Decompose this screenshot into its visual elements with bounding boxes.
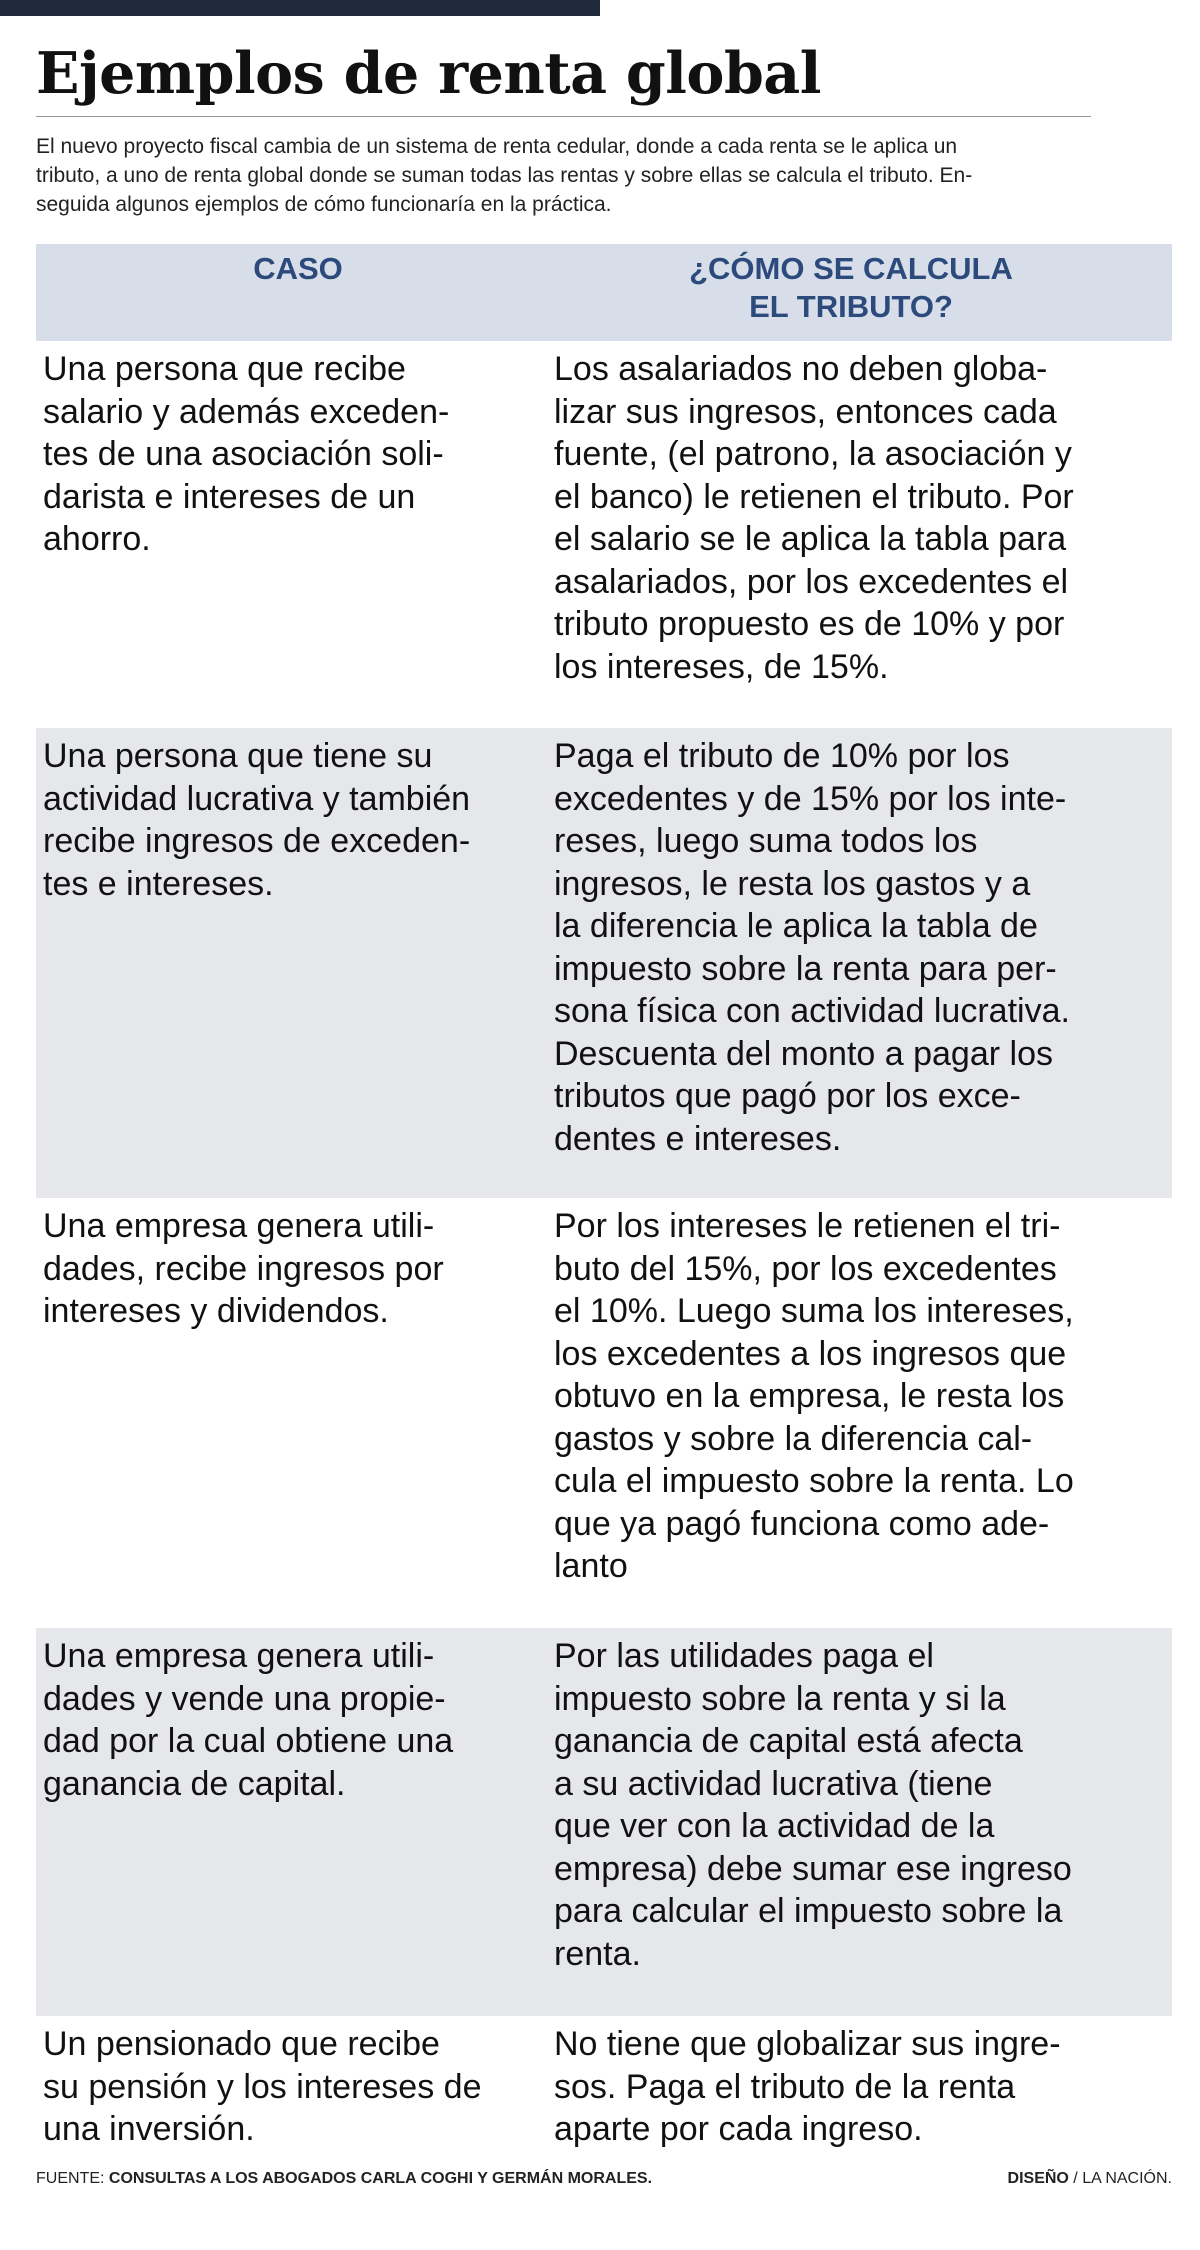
intro-paragraph [36,132,1166,219]
text-line: reses, luego suma todos los [554,822,978,860]
cell-calculo [554,348,1172,728]
text-line: Un pensionado que recibe [43,2025,440,2063]
text-line: darista e intereses de un [43,477,416,516]
text-line: el banco) le retienen el tributo. Por [554,477,1074,516]
text-line: dades, recibe ingresos por [43,1249,444,1288]
text-line: ahorro. [43,520,151,558]
intro-line: El nuevo proyecto fiscal cambia de un sistema de renta cedular, donde a cada renta se le aplica un [36,135,958,158]
intro-line: tributo, a uno de renta global donde se suman todas las rentas y sobre ellas se calcula el tributo. En- [36,164,973,187]
text-line: lanto [554,1547,628,1585]
footer [36,2168,1172,2190]
cell-calculo [554,2023,1172,2166]
text-line: obtuvo en la empresa, le resta los [554,1377,1065,1415]
text-line: dentes e intereses. [554,1119,842,1158]
text-line: asalariados, por los excedentes el [554,562,1069,601]
text-line: sona física con actividad lucrativa. [554,992,1070,1030]
text-line: el 10%. Luego suma los intereses, [554,1292,1074,1330]
table-row [36,2016,1172,2166]
text-line: impuesto sobre la renta y si la [554,1679,1006,1718]
text-line: Una persona que tiene su [43,737,433,775]
examples-table [36,244,1172,2166]
table-row [36,1198,1172,1628]
text-line: fuente, (el patrono, la asociación y [554,435,1072,473]
design-label: DISEÑO [1007,2170,1069,2187]
text-line: ganancia de capital. [43,1764,346,1803]
text-line: dades y vende una propie- [43,1679,446,1718]
text-line: Paga el tributo de 10% por los [554,737,1010,775]
source-label: FUENTE: [36,2170,109,2187]
text-line: Por las utilidades paga el [554,1637,934,1675]
text-line: sos. Paga el tributo de la renta [554,2067,1016,2106]
text-line: la diferencia le aplica la tabla de [554,907,1038,945]
text-line: ganancia de capital está afecta [554,1722,1023,1760]
text-line: que ya pagó funciona como ade- [554,1504,1050,1543]
cell-caso [36,1635,554,2016]
header-caso: CASO [253,251,343,286]
text-line: intereses y dividendos. [43,1292,389,1330]
header-calculo-line: ¿CÓMO SE CALCULA [689,251,1013,286]
text-line: recibe ingresos de exceden- [43,822,471,860]
text-line: gastos y sobre la diferencia cal- [554,1419,1033,1458]
text-line: Una persona que recibe [43,350,406,388]
table-row [36,728,1172,1198]
table-row [36,1628,1172,2016]
text-line: el salario se le aplica la tabla para [554,520,1067,558]
header-calculo-line: EL TRIBUTO? [749,289,953,324]
text-line: ingresos, le resta los gastos y a [554,864,1031,903]
text-line: Los asalariados no deben globa- [554,350,1048,388]
cell-caso [36,1205,554,1628]
text-line: Por los intereses le retienen el tri- [554,1207,1061,1245]
text-line: excedentes y de 15% por los inte- [554,779,1067,818]
cell-calculo [554,735,1172,1198]
text-line: los excedentes a los ingresos que [554,1334,1067,1373]
title-divider [36,116,1091,117]
text-line: Una empresa genera utili- [43,1207,435,1245]
text-line: aparte por cada ingreso. [554,2110,923,2148]
page-title: Ejemplos de renta global [36,40,821,107]
cell-caso [36,2023,554,2166]
text-line: cula el impuesto sobre la renta. Lo [554,1462,1074,1500]
text-line: para calcular el impuesto sobre la [554,1892,1063,1930]
design-text: / LA NACIÓN. [1068,2170,1172,2187]
text-line: renta. [554,1934,641,1973]
cell-caso [36,735,554,1198]
text-line: Descuenta del monto a pagar los [554,1034,1053,1073]
text-line: tes de una asociación soli- [43,435,444,473]
text-line: dad por la cual obtiene una [43,1722,454,1760]
table-row [36,341,1172,728]
cell-caso [36,348,554,728]
text-line: Una empresa genera utili- [43,1637,435,1675]
cell-calculo [554,1205,1172,1628]
source-text: CONSULTAS A LOS ABOGADOS CARLA COGHI Y GERMÁN MORALES. [108,2170,653,2187]
text-line: salario y además exceden- [43,392,450,431]
text-line: buto del 15%, por los excedentes [554,1249,1057,1288]
text-line: una inversión. [43,2110,255,2148]
design-credit [1008,2168,1172,2190]
text-line: No tiene que globalizar sus ingre- [554,2025,1061,2063]
header-calculo [560,244,1172,341]
text-line: tributo propuesto es de 10% y por [554,605,1065,643]
top-accent-bar [0,0,600,16]
text-line: impuesto sobre la renta para per- [554,949,1057,988]
text-line: tributos que pagó por los exce- [554,1077,1021,1115]
text-line: actividad lucrativa y también [43,779,471,818]
text-line: tes e intereses. [43,864,274,903]
table-header [36,244,1172,341]
cell-calculo [554,1635,1172,2016]
intro-line: seguida algunos ejemplos de cómo funcionaría en la práctica. [36,193,612,216]
text-line: que ver con la actividad de la [554,1807,995,1845]
text-line: lizar sus ingresos, entonces cada [554,392,1057,431]
text-line: a su actividad lucrativa (tiene [554,1764,993,1803]
text-line: los intereses, de 15%. [554,647,889,686]
text-line: su pensión y los intereses de [43,2067,482,2106]
text-line: empresa) debe sumar ese ingreso [554,1849,1072,1888]
